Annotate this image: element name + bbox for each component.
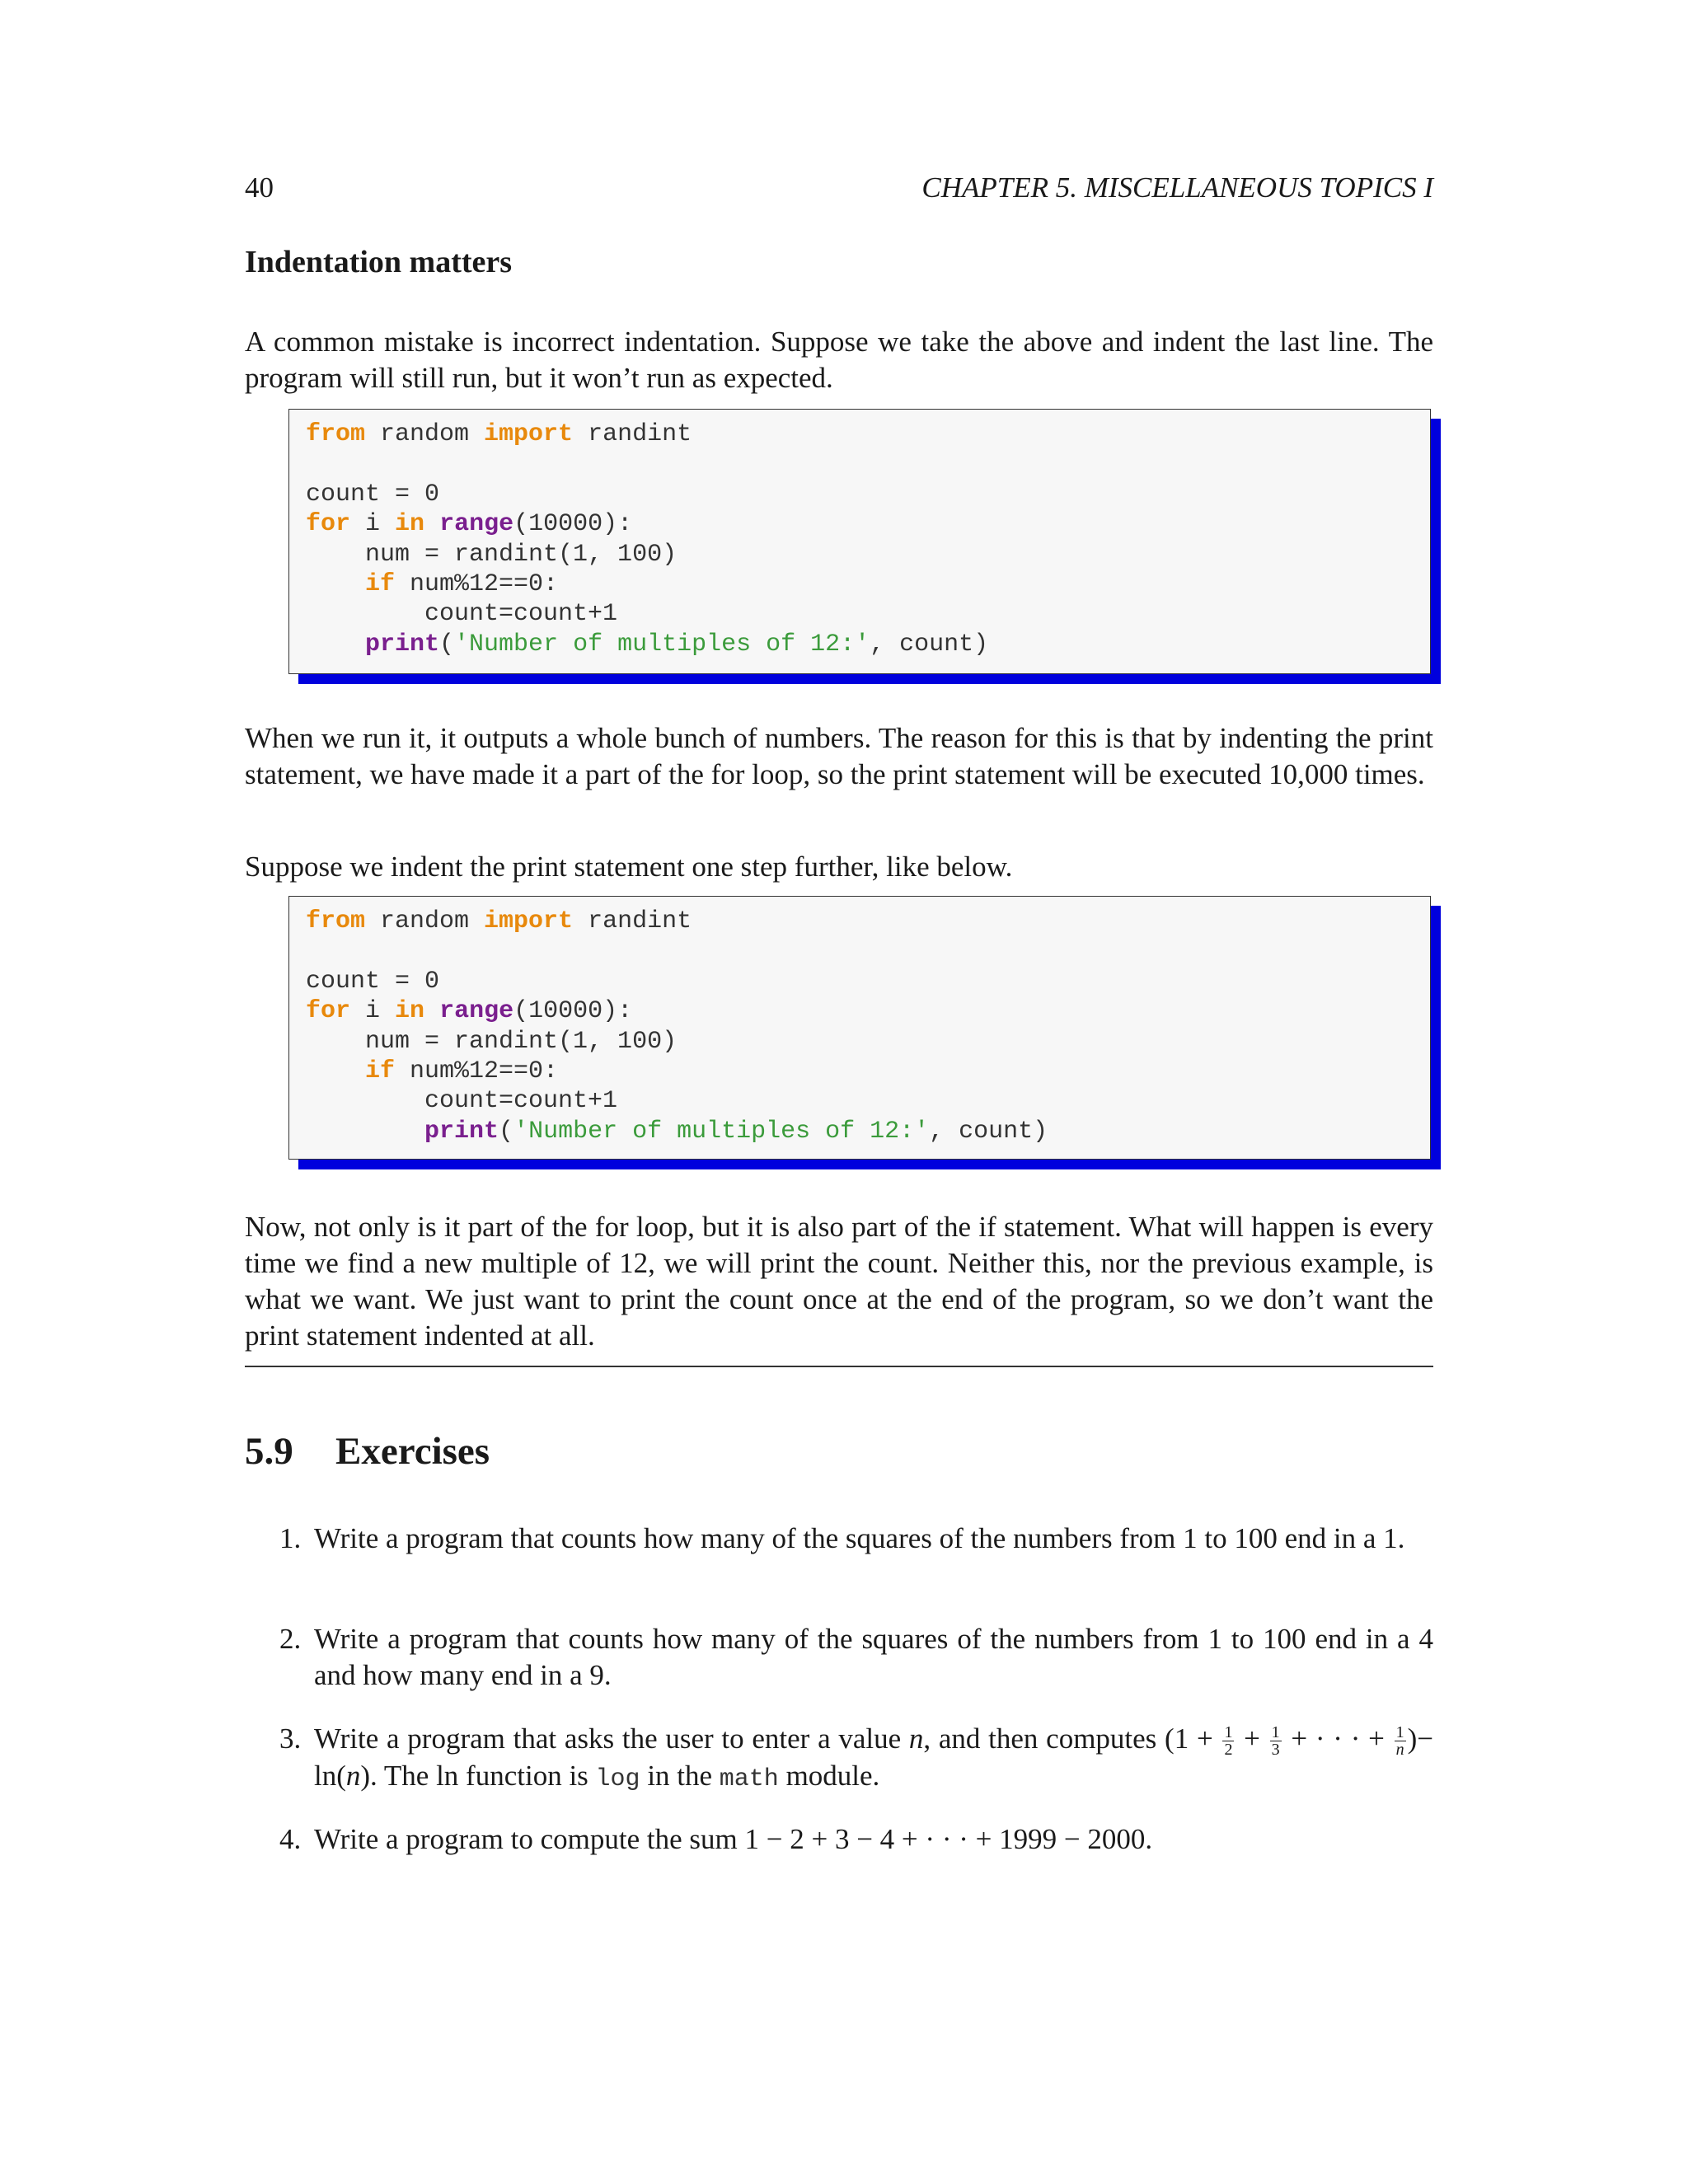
code-token (306, 1118, 424, 1146)
code-token (306, 1057, 365, 1085)
code-line (306, 936, 1414, 966)
code-line (306, 630, 1414, 659)
code-token: count=count+1 (306, 1087, 618, 1116)
code-token: i (350, 510, 396, 539)
text-run: )− ln( (314, 1722, 1433, 1793)
code-line (306, 967, 1414, 996)
code-line (306, 480, 1414, 509)
math-variable: n (345, 1760, 361, 1793)
exercise-text: Write a program that counts how many of the squares of the numbers from 1 to 100 end in a 1. (314, 1522, 1405, 1554)
code-token: num%12==0: (395, 1057, 559, 1085)
math-variable: n (908, 1722, 924, 1755)
text-run: , and then computes (1 + (923, 1722, 1221, 1755)
text-run: in the (640, 1760, 720, 1793)
code-token: randint (573, 907, 692, 935)
running-head: CHAPTER 5. MISCELLANEOUS TOPICS I (921, 171, 1433, 204)
fraction (1222, 1724, 1234, 1758)
code-token (306, 570, 365, 598)
code-token: from (306, 420, 366, 448)
code-token: count=count+1 (306, 600, 618, 629)
fraction-denominator: n (1395, 1741, 1404, 1760)
code-token: in (395, 997, 425, 1026)
code-token: print (424, 1117, 499, 1146)
code-token: (10000): (513, 997, 633, 1026)
inline-code: math (719, 1765, 779, 1794)
code-token: , count) (870, 630, 989, 658)
code-token: if (365, 569, 396, 598)
code-token: num = randint(1, 100) (306, 540, 678, 569)
code-line (306, 907, 1414, 936)
code-line (306, 1057, 1414, 1086)
section-number: 5.9 (245, 1430, 293, 1473)
code-line (306, 569, 1414, 599)
fraction (1395, 1724, 1406, 1758)
code-token: ( (499, 1117, 514, 1146)
text-run: + (1236, 1722, 1268, 1755)
code-token: for (306, 997, 351, 1026)
code-token: 'Number of multiples of 12:' (513, 1117, 930, 1146)
exercise-text: Write a program to compute the sum 1 − 2 + 3 − 4 + · · · + 1999 − 2000. (314, 1823, 1153, 1855)
page-number: 40 (245, 171, 274, 204)
code-line (306, 599, 1414, 629)
text-run: Write a program that asks the user to enter a value (314, 1722, 909, 1755)
fraction-numerator: 1 (1395, 1723, 1404, 1742)
code-token: ( (439, 630, 455, 658)
section-title: Exercises (335, 1430, 490, 1473)
paragraph: When we run it, it outputs a whole bunch of numbers. The reason for this is that by indenting the print statement, we have made it a part of the for loop, so the print statement will be executed 10,000 times. (245, 722, 1433, 790)
code-line (306, 1086, 1414, 1116)
code-token: count = 0 (306, 967, 440, 996)
code-line (306, 540, 1414, 569)
code-token: 'Number of multiples of 12:' (454, 630, 870, 658)
code-line (306, 1117, 1414, 1146)
code-token: range (439, 997, 514, 1026)
code-line (306, 996, 1414, 1026)
paragraph: A common mistake is incorrect indentation. Suppose we take the above and indent the last line. The program will still run, but it won’t run as expected. (245, 326, 1433, 394)
page-header (245, 171, 1433, 204)
code-token: randint (573, 420, 692, 448)
code-token: num = randint(1, 100) (306, 1027, 678, 1056)
code-block (288, 896, 1431, 1160)
fraction-denominator: 3 (1271, 1741, 1280, 1760)
exercise-number: 1. (279, 1522, 302, 1554)
code-line (306, 1027, 1414, 1057)
inline-code: log (595, 1765, 640, 1794)
code-token (424, 510, 439, 538)
code-token: in (395, 510, 425, 539)
code-token (424, 997, 439, 1025)
code-line (306, 419, 1414, 449)
exercise-text (314, 1721, 1433, 1797)
exercise-number: 3. (279, 1722, 302, 1755)
text-run: module. (778, 1760, 880, 1793)
fraction-numerator: 1 (1224, 1723, 1233, 1742)
code-line (306, 509, 1414, 539)
code-token: if (365, 1057, 396, 1085)
subsection-title: Indentation matters (245, 245, 513, 279)
code-token: , count) (929, 1117, 1048, 1146)
code-token: range (439, 510, 514, 539)
code-token (306, 630, 365, 658)
fraction-numerator: 1 (1271, 1723, 1280, 1742)
code-token: i (350, 997, 396, 1026)
horizontal-rule (245, 1366, 1433, 1367)
code-line (306, 449, 1414, 479)
code-token: import (484, 420, 574, 448)
exercise-number: 4. (279, 1823, 302, 1855)
code-token: count = 0 (306, 480, 440, 509)
code-token: num%12==0: (395, 569, 559, 598)
paragraph: Now, not only is it part of the for loop, but it is also part of the if statement. What will happen is every time we find a new multiple of 12, we will print the count. Neither this, nor the previous example, is what we want. We just want to print the count once at the end of the program, so we don’t want the print statement indented at all. (245, 1211, 1433, 1352)
code-token: print (365, 630, 440, 658)
fraction-denominator: 2 (1224, 1741, 1233, 1760)
text-run: ). The ln function is (360, 1760, 596, 1793)
paragraph: Suppose we indent the print statement one step further, like below. (245, 851, 1013, 883)
section-heading (245, 1429, 490, 1474)
code-token: (10000): (513, 510, 633, 539)
code-block (288, 409, 1431, 674)
code-token: random (365, 420, 485, 448)
fraction (1270, 1724, 1282, 1758)
exercise-number: 2. (279, 1623, 302, 1655)
text-run: + · · · + (1282, 1722, 1393, 1755)
code-token: from (306, 907, 366, 935)
exercise-text: Write a program that counts how many of the squares of the numbers from 1 to 100 end in a 4 and how many end in a 9. (314, 1623, 1433, 1691)
code-token: import (484, 907, 574, 935)
code-token: random (365, 907, 485, 935)
code-token: for (306, 510, 351, 539)
